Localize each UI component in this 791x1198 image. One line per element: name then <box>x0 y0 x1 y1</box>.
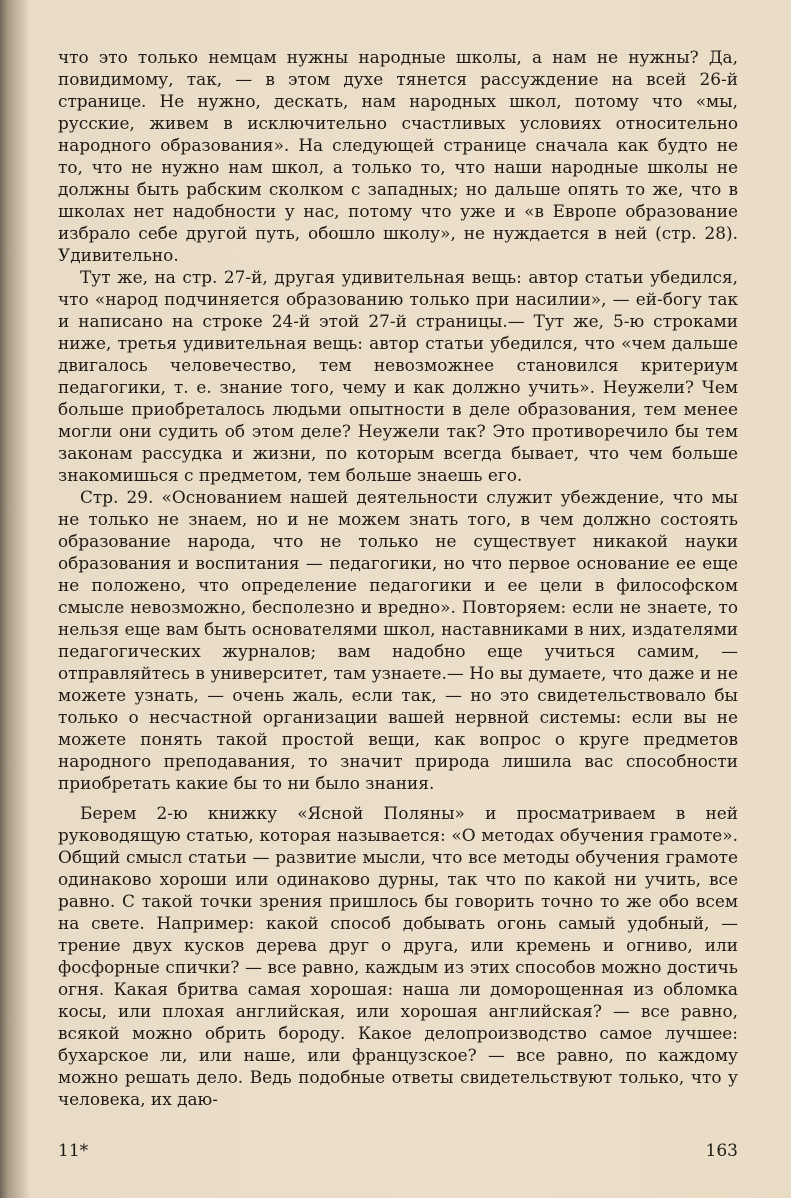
paragraph-2: Тут же, на стр. 27-й, другая удивительная вещь: автор статьи убедился, что «народ подчиняется образованию только при насилии», — ей-богу так и написано на строке 24-й этой 27-й страницы.— Тут же, 5-ю строками ниже, третья удивительная вещь: автор статьи убедился, что «чем дальше двигалось человечество, тем невозможнее становился критериум педагогики, т. е. знание того, чему и как должно учить». Неужели? Чем больше приобреталось людьми опытности в деле образования, тем менее могли они судить об этом деле? Неужели так? Это противоречило бы тем законам рассудка и жизни, по которым всегда бывает, что чем больше знакомишься с предметом, тем больше знаешь его. <box>58 267 738 485</box>
page-number: 163 <box>705 1141 738 1161</box>
page-footer <box>58 1141 738 1165</box>
page-body-text <box>58 46 738 1110</box>
paragraph-1: что это только немцам нужны народные школы, а нам не нужны? Да, повидимому, так, — в этом духе тянется рассуждение на всей 26-й странице. Не нужно, дескать, нам народных школ, потому что «мы, русские, живем в исключительно счастливых условиях относительно народного образования». На следующей странице сначала как будто не то, что не нужно нам школ, а только то, что наши народные школы не должны быть рабским сколком с западных; но дальше опять то же, что в школах нет надобности у нас, потому что уже и «в Европе образование избрало себе другой путь, обошло школу», не нуждается в ней (стр. 28). Удивительно. <box>58 47 738 265</box>
paragraph-3: Стр. 29. «Основанием нашей деятельности служит убеждение, что мы не только не знаем, но и не можем знать того, в чем должно состоять образование народа, что не только не существует никакой науки образования и воспитания — педагогики, но что первое основание ее еще не положено, что определение педагогики и ее цели в философском смысле невозможно, бесполезно и вредно». Повторяем: если не знаете, то нельзя еще вам быть основателями школ, наставниками в них, издателями педагогических журналов; вам надобно еще учиться самим, — отправляйтесь в университет, там узнаете.— Но вы думаете, что даже и не можете узнать, — очень жаль, если так, — но это свидетельствовало бы только о несчастной организации вашей нервной системы: если вы не можете понять такой простой вещи, как вопрос о круге предметов народного преподавания, то значит природа лишила вас способности приобретать какие бы то ни было знания. <box>58 487 738 793</box>
signature-mark: 11* <box>58 1141 89 1161</box>
paragraph-4: Берем 2-ю книжку «Ясной Поляны» и просматриваем в ней руководящую статью, которая называется: «О методах обучения грамоте». Общий смысл статьи — развитие мысли, что все методы обучения грамоте одинаково хороши или одинаково дурны, так что по какой ни учить, все равно. С такой точки зрения пришлось бы говорить точно то же обо всем на свете. Например: какой способ добывать огонь самый удобный, — трение двух кусков дерева друг о друга, или кремень и огниво, или фосфорные спички? — все равно, каждым из этих способов можно достичь огня. Какая бритва самая хорошая: наша ли доморощенная из обломка косы, или плохая английская, или хорошая английская? — все равно, всякой можно обрить бороду. Какое делопроизводство самое лучшее: бухарское ли, или наше, или французское? — все равно, по каждому можно решать дело. Ведь подобные ответы свидетельствуют только, что у человека, их даю- <box>58 803 738 1109</box>
